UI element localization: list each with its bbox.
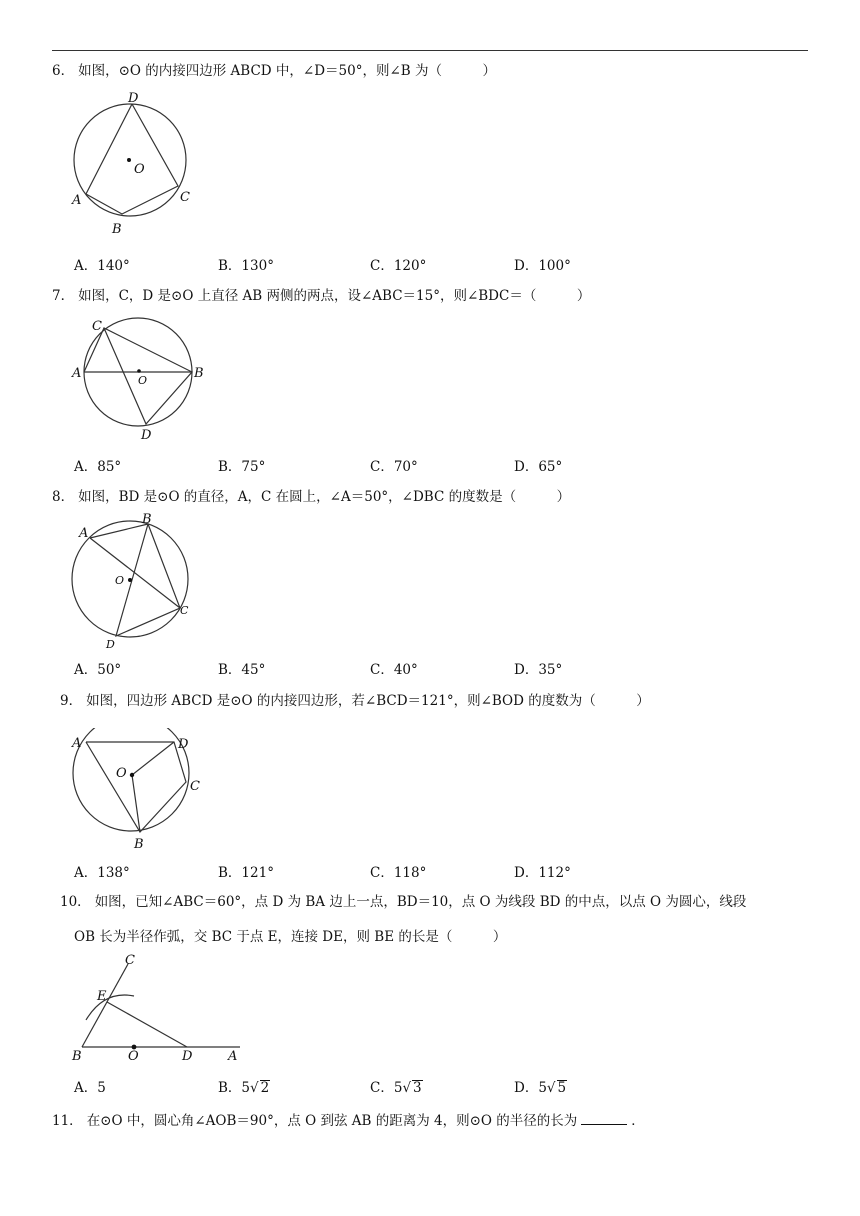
label-o: O <box>128 1049 139 1062</box>
question-9 <box>60 692 650 710</box>
question-stem: 如图，C，D 是⊙O 上直径 AB 两侧的两点，设∠ABC＝15°，则∠BDC＝（ ） <box>78 288 591 304</box>
option-a[interactable]: A．138° <box>74 865 130 881</box>
label-c: C <box>190 779 200 794</box>
label-a: A <box>72 736 82 751</box>
label-a: A <box>72 193 82 208</box>
option-c[interactable]: C．118° <box>370 865 427 881</box>
option-d[interactable]: D．112° <box>514 865 571 881</box>
option-b[interactable]: B．121° <box>218 865 274 881</box>
figure-q8 <box>52 512 212 652</box>
radicand: 3 <box>413 1080 422 1096</box>
question-number: 9． <box>60 693 83 709</box>
option-c[interactable]: C．120° <box>370 258 427 274</box>
label-a: A <box>72 366 82 381</box>
question-8 <box>52 488 570 506</box>
question-6 <box>52 62 496 80</box>
question-10 <box>60 893 746 911</box>
label-o: O <box>115 574 125 587</box>
label-d: D <box>128 91 139 106</box>
label-d: D <box>106 638 115 651</box>
option-c[interactable]: C．40° <box>370 662 418 678</box>
question-number: 8． <box>52 489 75 505</box>
label-b: B <box>134 837 144 852</box>
label-a: A <box>228 1049 238 1062</box>
figure-q7 <box>52 316 222 446</box>
label-c: C <box>180 604 189 617</box>
option-d[interactable]: D．65° <box>514 459 563 475</box>
label-d: D <box>141 428 152 443</box>
option-b[interactable]: B．5√ 2 <box>218 1080 270 1096</box>
option-b[interactable]: B．45° <box>218 662 266 678</box>
question-number: 10． <box>60 894 91 910</box>
option-d[interactable]: D．35° <box>514 662 563 678</box>
option-a[interactable]: A．5 <box>74 1080 106 1096</box>
option-c[interactable]: C．5√ 3 <box>370 1080 422 1096</box>
question-stem-continued: OB 长为半径作弧，交 BC 于点 E，连接 DE，则 BE 的长是（ ） <box>74 929 507 945</box>
figure-q9 <box>60 728 220 858</box>
figure-q10 <box>64 952 254 1062</box>
question-stem: 如图，已知∠ABC＝60°，点 D 为 BA 边上一点，BD＝10，点 O 为线段 BD 的中点，以点 O 为圆心，线段 <box>94 894 747 910</box>
label-b: B <box>194 366 204 381</box>
question-11 <box>52 1112 645 1130</box>
option-a[interactable]: A．85° <box>74 459 122 475</box>
label-o: O <box>134 162 145 177</box>
label-b: B <box>72 1049 82 1062</box>
option-a[interactable]: A．50° <box>74 662 122 678</box>
label-c: C <box>92 319 102 334</box>
question-stem: 如图，四边形 ABCD 是⊙O 的内接四边形，若∠BCD＝121°，则∠BOD 的度数为（ ） <box>86 693 650 709</box>
radicand: 2 <box>260 1080 270 1096</box>
question-stem: 在⊙O 中，圆心角∠AOB＝90°，点 O 到弦 AB 的距离为 4，则⊙O 的半径的长为 <box>86 1113 578 1129</box>
label-c: C <box>125 953 135 968</box>
label-o: O <box>138 374 148 387</box>
question-stem-end: ． <box>631 1113 645 1129</box>
question-stem: 如图，BD 是⊙O 的直径，A，C 在圆上，∠A＝50°，∠DBC 的度数是（ ） <box>78 489 571 505</box>
label-d: D <box>182 1049 193 1062</box>
radicand: 5 <box>557 1080 567 1096</box>
label-e: E <box>97 989 107 1004</box>
option-b[interactable]: B．75° <box>218 459 266 475</box>
label-c: C <box>180 190 190 205</box>
question-7 <box>52 287 590 305</box>
option-d[interactable]: D．100° <box>514 258 571 274</box>
header-rule <box>52 50 808 51</box>
option-b[interactable]: B．130° <box>218 258 274 274</box>
question-10-line2 <box>74 928 506 946</box>
label-b: B <box>142 512 152 527</box>
option-a[interactable]: A．140° <box>74 258 130 274</box>
label-d: D <box>178 737 189 752</box>
label-b: B <box>112 222 122 237</box>
label-o: O <box>116 766 127 781</box>
option-d[interactable]: D．5√ 5 <box>514 1080 567 1096</box>
question-number: 7． <box>52 288 75 304</box>
label-a: A <box>79 526 89 541</box>
question-number: 6． <box>52 63 75 79</box>
answer-blank[interactable] <box>581 1112 627 1125</box>
question-number: 11． <box>52 1113 83 1129</box>
option-c[interactable]: C．70° <box>370 459 418 475</box>
question-stem: 如图，⊙O 的内接四边形 ABCD 中，∠D＝50°，则∠B 为（ ） <box>78 63 497 79</box>
figure-q6 <box>52 90 212 240</box>
